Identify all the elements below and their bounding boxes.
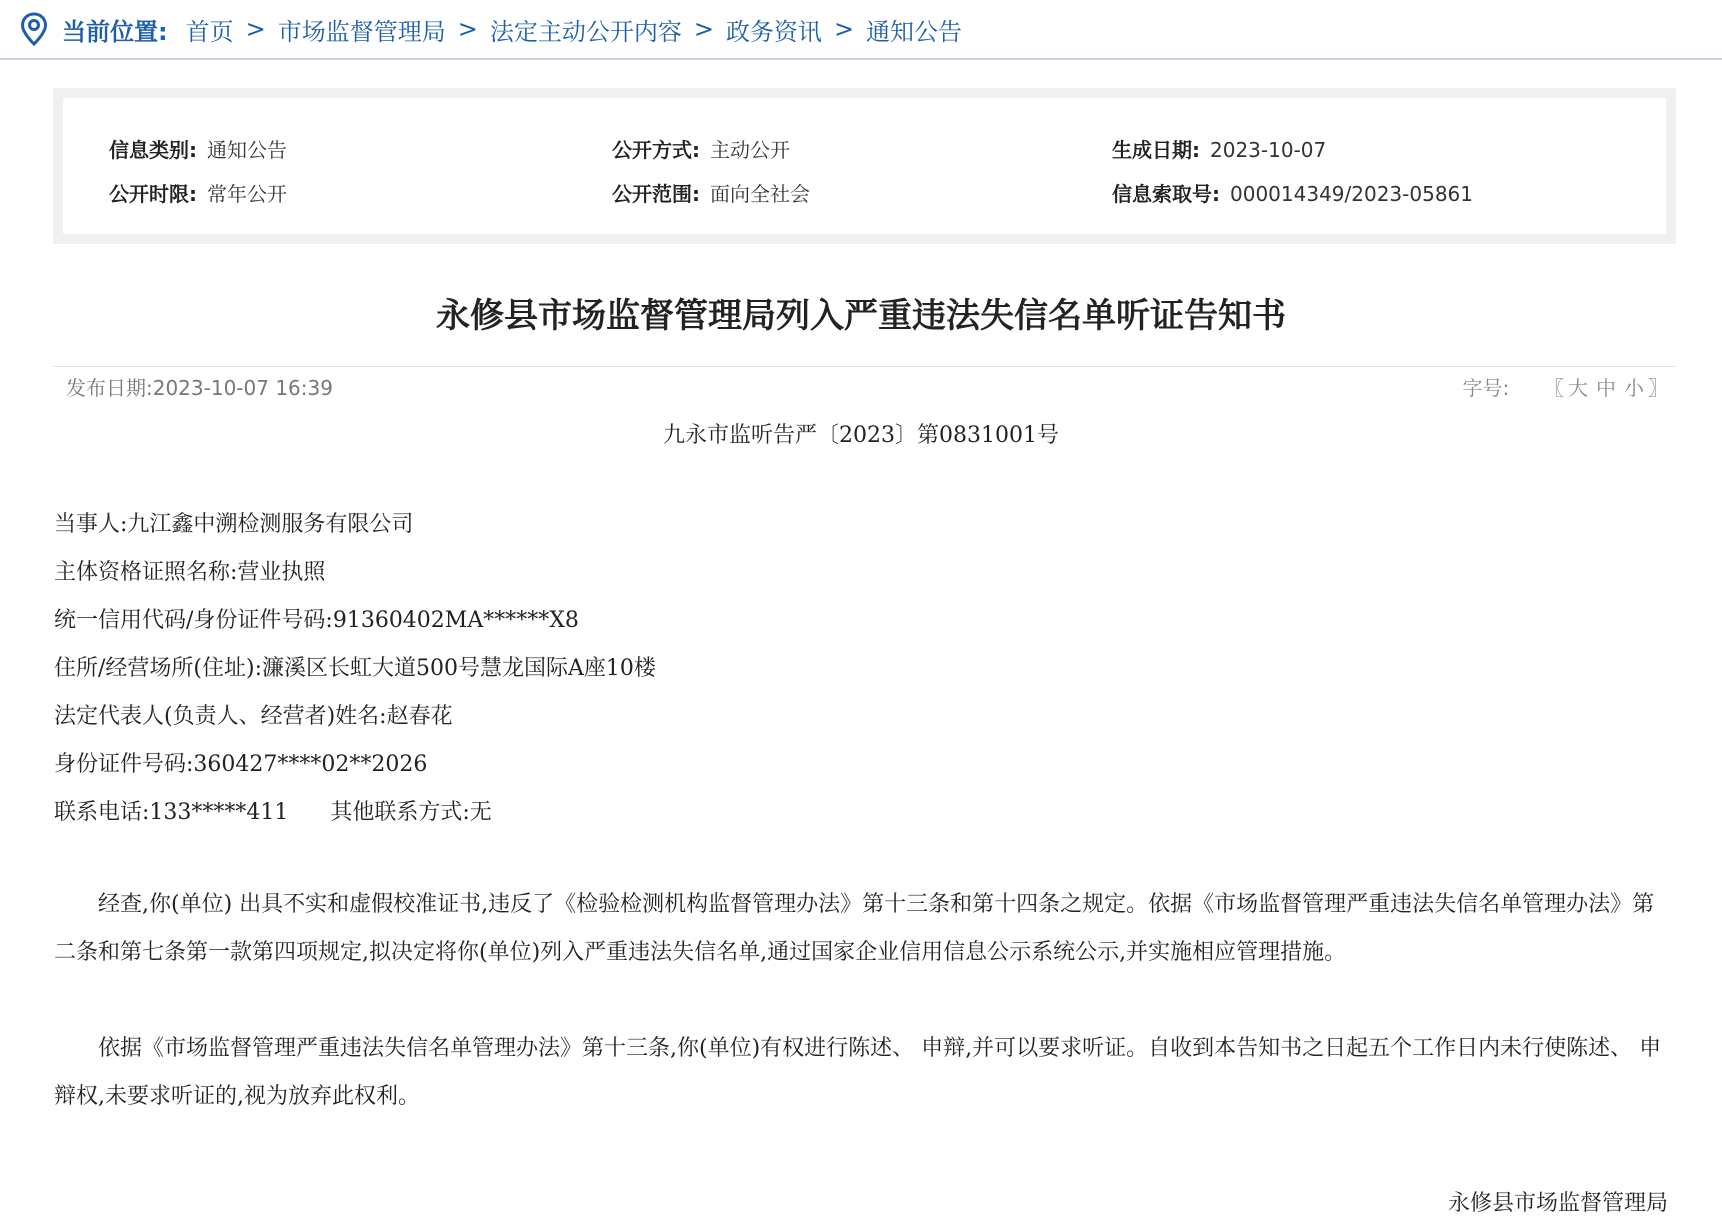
breadcrumb-separator: > xyxy=(457,15,478,43)
info-category-value: 通知公告 xyxy=(207,138,287,162)
breadcrumb-news-link[interactable]: 政务资讯 xyxy=(725,17,822,46)
info-category-label: 信息类别: xyxy=(109,138,197,162)
font-size-label: 字号: xyxy=(1462,376,1510,400)
page-title: 永修县市场监督管理局列入严重违法失信名单听证告知书 xyxy=(436,296,1286,336)
breadcrumb-home-link[interactable]: 首页 xyxy=(185,17,234,46)
document-number: 九永市监听告严〔2023〕第0831001号 xyxy=(663,423,1059,448)
info-index-label: 信息索取号: xyxy=(1112,182,1220,206)
field-contact: 联系电话:133*****411 其他联系方式:无 xyxy=(54,800,492,825)
font-size-large-button[interactable]: 大 xyxy=(1568,376,1588,400)
field-address: 住所/经营场所(住址):濂溪区长虹大道500号慧龙国际A座10楼 xyxy=(54,656,656,681)
breadcrumb-current-label: 当前位置: xyxy=(62,17,168,46)
info-period-label: 公开时限: xyxy=(109,182,197,206)
paragraph-rights: 依据《市场监督管理严重违法失信名单管理办法》第十三条,你(单位)有权进行陈述、 申辩,并可以要求听证。自收到本告知书之日起五个工作日内未行使陈述、 申辩权,未要求听证的,视为放弃此权利。 xyxy=(54,1036,1662,1109)
breadcrumb-notice-link[interactable]: 通知公告 xyxy=(866,17,963,46)
info-scope-value: 面向全社会 xyxy=(710,182,810,206)
field-credit-code: 统一信用代码/身份证件号码:91360402MA******X8 xyxy=(54,608,579,633)
info-scope-label: 公开范围: xyxy=(612,182,700,206)
info-created-value: 2023-10-07 xyxy=(1210,138,1327,162)
breadcrumb-separator: > xyxy=(245,15,266,43)
location-pin-icon xyxy=(20,12,48,46)
paragraph-findings: 经查,你(单位) 出具不实和虚假校准证书,违反了《检验检测机构监督管理办法》第十三条和第十四条之规定。依据《市场监督管理严重违法失信名单管理办法》第二条和第七条第一款第四项规定,拟决定将你(单位)列入严重违法失信名单,通过国家企业信用信息公示系统公示,并实施相应管理措施。 xyxy=(54,892,1655,965)
info-method-value: 主动公开 xyxy=(710,138,790,162)
field-legal-rep: 法定代表人(负责人、经营者)姓名:赵春花 xyxy=(54,704,453,729)
info-created-label: 生成日期: xyxy=(1112,138,1200,162)
field-license: 主体资格证照名称:营业执照 xyxy=(54,560,326,585)
breadcrumb-disclosure-link[interactable]: 法定主动公开内容 xyxy=(489,17,682,46)
font-size-bracket-open: 〖 xyxy=(1544,376,1564,400)
breadcrumb-market-bureau-link[interactable]: 市场监督管理局 xyxy=(277,17,446,46)
font-size-medium-button[interactable]: 中 xyxy=(1596,376,1616,400)
info-index-value: 000014349/2023-05861 xyxy=(1230,182,1473,206)
publish-date: 发布日期:2023-10-07 16:39 xyxy=(66,376,333,400)
info-method-label: 公开方式: xyxy=(612,138,700,162)
signature-issuer: 永修县市场监督管理局 xyxy=(1447,1191,1668,1216)
info-period-value: 常年公开 xyxy=(207,182,287,206)
breadcrumb-separator: > xyxy=(833,15,855,43)
breadcrumb-separator: > xyxy=(693,15,714,43)
article-body xyxy=(54,0,1676,1225)
field-party: 当事人:九江鑫中溯检测服务有限公司 xyxy=(54,512,414,537)
font-size-bracket-close: 〗 xyxy=(1648,376,1668,400)
font-size-small-button[interactable]: 小 xyxy=(1624,376,1644,400)
field-id-number: 身份证件号码:360427****02**2026 xyxy=(54,752,428,777)
